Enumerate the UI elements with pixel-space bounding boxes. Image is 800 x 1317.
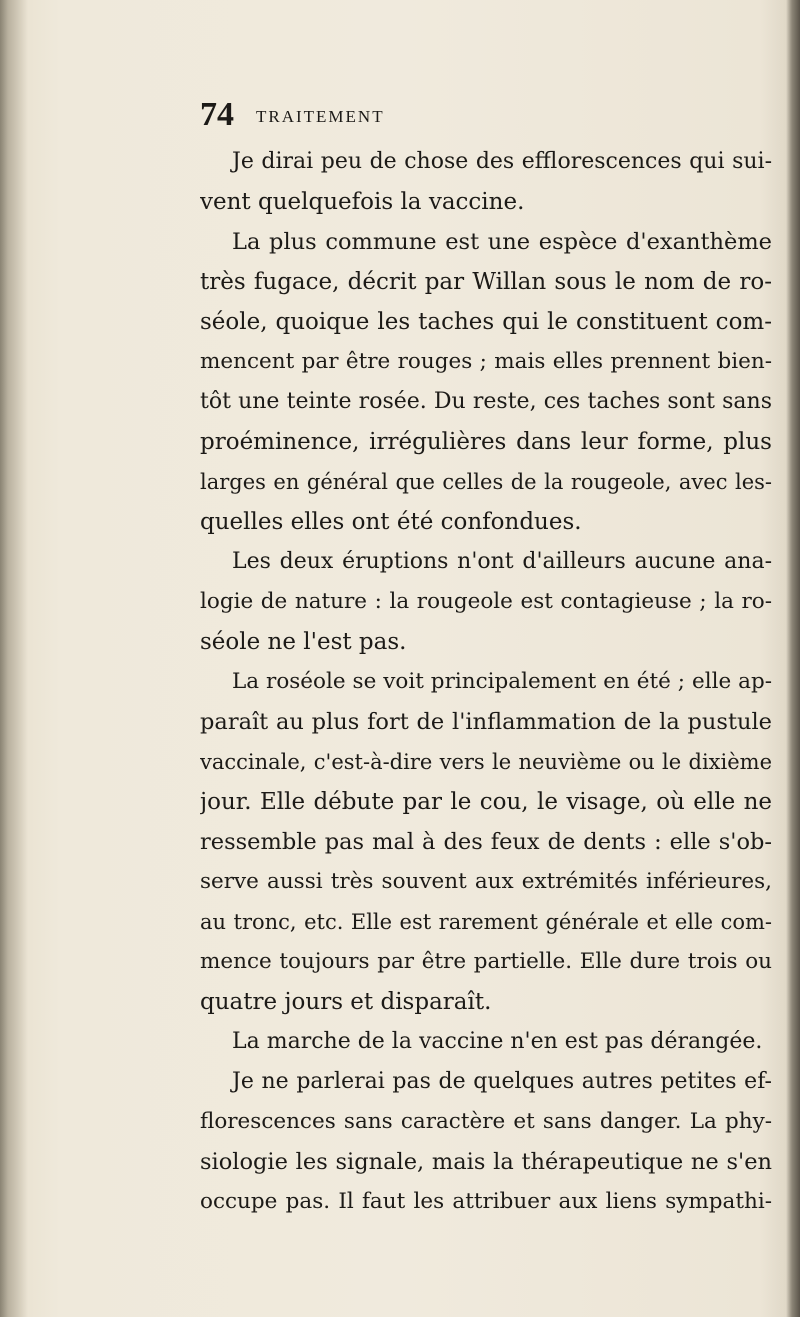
text-line: tôt une teinte rosée. Du reste, ces taches sont sans — [200, 389, 772, 414]
text-line: paraît au plus fort de l'inflammation de la pustule — [200, 709, 772, 735]
text-line: La marche de la vaccine n'en est pas dérangée. — [232, 1029, 763, 1054]
text-line: jour. Elle débute par le cou, le visage, où elle ne — [200, 789, 772, 815]
text-line: très fugace, décrit par Willan sous le nom de ro- — [200, 269, 772, 295]
text-line: Les deux éruptions n'ont d'ailleurs aucune ana- — [232, 549, 772, 574]
body-text — [200, 142, 772, 1222]
text-line: vent quelquefois la vaccine. — [200, 189, 525, 215]
text-line: florescences sans caractère et sans danger. La phy- — [200, 1109, 772, 1134]
text-line: ressemble pas mal à des feux de dents : elle s'ob- — [200, 829, 772, 855]
text-line: Je dirai peu de chose des efflorescences qui sui- — [232, 149, 772, 174]
text-line: séole, quoique les taches qui le constituent com- — [200, 309, 772, 335]
text-line: vaccinale, c'est-à-dire vers le neuvième ou le dixième — [200, 750, 772, 774]
text-line: occupe pas. Il faut les attribuer aux liens sympathi- — [200, 1189, 772, 1214]
text-line: au tronc, etc. Elle est rarement générale et elle com- — [200, 910, 772, 934]
page-header — [200, 95, 740, 135]
page-edge — [786, 0, 800, 1317]
text-line: larges en général que celles de la rougeole, avec les- — [200, 470, 772, 494]
running-head: TRAITEMENT — [256, 107, 385, 126]
text-line: mencent par être rouges ; mais elles prennent bien- — [200, 349, 772, 374]
text-line: serve aussi très souvent aux extrémités inférieures, — [200, 869, 772, 894]
page-number: 74 — [200, 96, 234, 133]
binding-shadow — [0, 0, 28, 1317]
text-line: logie de nature : la rougeole est contagieuse ; la ro- — [200, 589, 772, 614]
text-line: Je ne parlerai pas de quelques autres petites ef- — [232, 1069, 772, 1094]
text-line: quelles elles ont été confondues. — [200, 509, 582, 535]
text-line: La roséole se voit principalement en été ; elle ap- — [232, 669, 772, 694]
text-line: quatre jours et disparaît. — [200, 989, 492, 1015]
text-line: La plus commune est une espèce d'exanthème — [232, 229, 772, 255]
text-line: séole ne l'est pas. — [200, 629, 407, 655]
text-line: siologie les signale, mais la thérapeutique ne s'en — [200, 1149, 772, 1175]
text-line: mence toujours par être partielle. Elle dure trois ou — [200, 949, 772, 974]
text-line: proéminence, irrégulières dans leur forme, plus — [200, 429, 772, 455]
